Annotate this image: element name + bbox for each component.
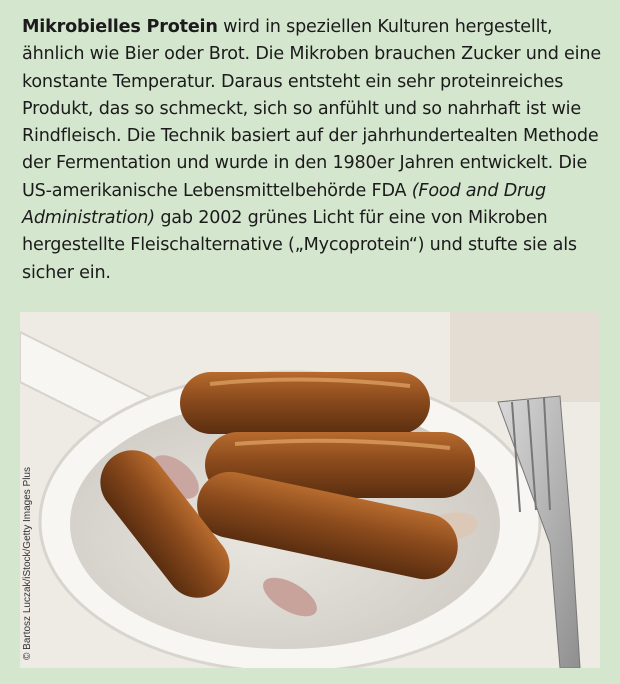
article-italic-term: (Food and Drug Administration) [22,180,546,229]
photo-credit: © Bartosz Luczak/iStock/Getty Images Plus [22,467,33,660]
article-text-part-1: wird in speziellen Kulturen hergestellt, ähnlich wie Bier oder Brot. Die Mikroben brauchen Zucker und eine konstante Temperatur. Daraus entsteht ein sehr proteinreiches Produkt, das so schmeckt, sich so anfühlt und so nahrhaft ist wie Rindfleisch. Die Technik basiert auf der jahrhundertealten Methode der Fermentation und wurde in den 1980er Jahren entwickelt. Die US-amerikanische Lebensmittelbehörde FDA [22,17,601,201]
napkin [450,312,600,402]
article-paragraph [22,14,607,287]
photo-illustration [20,312,600,668]
sausage-pan-photo [20,312,600,668]
article-text-part-2: gab 2002 grünes Licht für eine von Mikroben hergestellte Fleischalternative („Mycoprotein“) und stufte sie als sicher ein. [22,208,577,283]
article-bold-lead: Mikrobielles Protein [22,17,218,37]
